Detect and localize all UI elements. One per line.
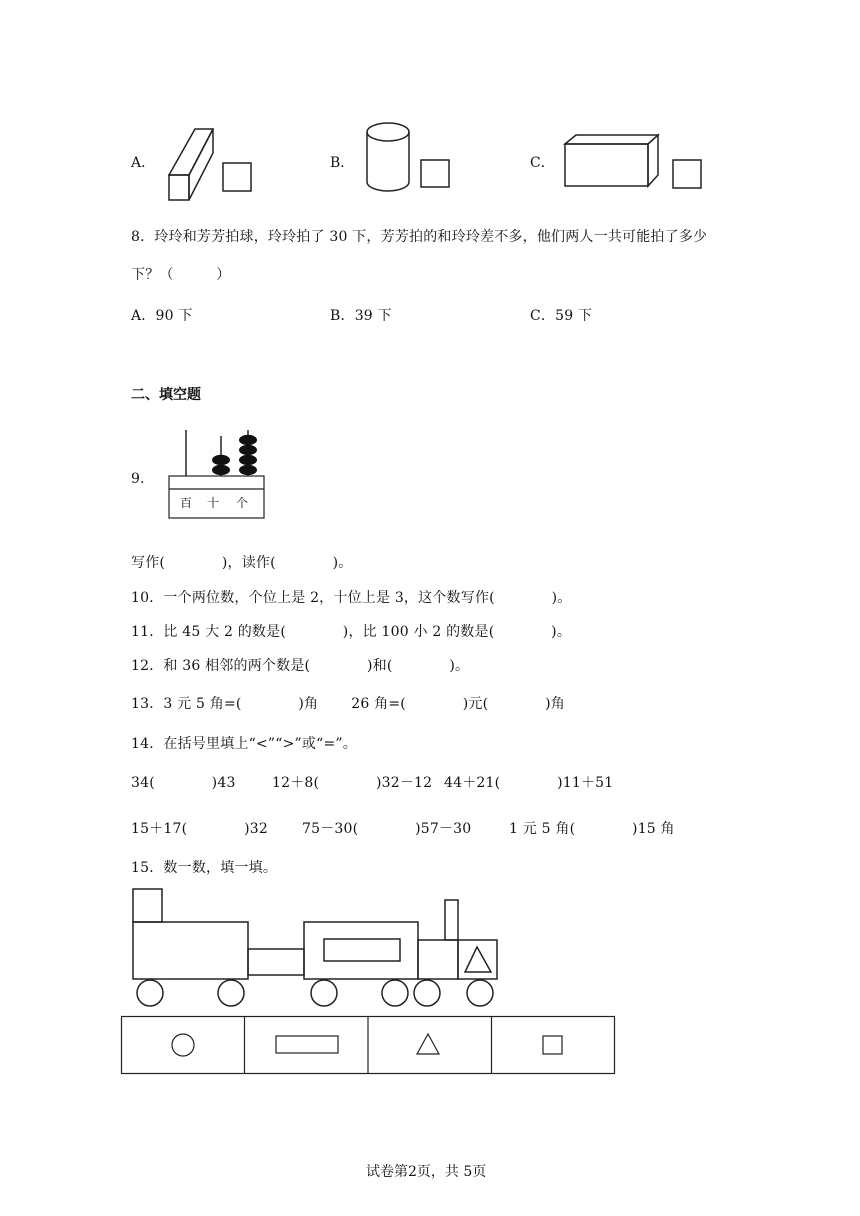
q14-item-3: 44＋21( )11＋51	[444, 775, 614, 791]
q8-option-c: C．59 下	[530, 308, 593, 324]
q14-item-4: 15＋17( )32	[131, 821, 268, 837]
ones-bead	[239, 455, 257, 465]
q10-question: 10．一个两位数，个位上是 2，十位上是 3，这个数写作( )。	[131, 590, 572, 606]
q13-question: 13．3 元 5 角=( )角 26 角=( )元( )角	[131, 696, 565, 712]
section-title: 二、填空题	[131, 387, 201, 403]
abacus-label-ones: 个	[236, 496, 249, 510]
triangle-icon	[417, 1034, 439, 1054]
q12-question: 12．和 36 相邻的两个数是( )和( )。	[131, 658, 470, 674]
q9-number: 9．	[131, 471, 155, 487]
q8-option-b: B．39 下	[330, 308, 392, 324]
shape-count-table	[121, 1016, 616, 1076]
q14-item-2: 12＋8( )32－12	[272, 775, 433, 791]
circle-icon	[172, 1034, 194, 1056]
ones-bead	[239, 435, 257, 445]
q8-option-a: A．90 下	[131, 308, 193, 324]
q15-question: 15．数一数，填一填。	[131, 860, 278, 876]
q8-question-line2: 下？（ ）	[131, 267, 231, 283]
ones-bead	[239, 465, 257, 475]
q14-item-6: 1 元 5 角( )15 角	[509, 821, 675, 837]
q11-question: 11．比 45 大 2 的数是( )，比 100 小 2 的数是( )。	[131, 624, 572, 640]
train-figure	[120, 885, 520, 1010]
q9-answer-line: 写作( )，读作( )。	[131, 555, 353, 571]
q7-option-c-label: C．	[530, 155, 555, 171]
q7-option-a-label: A．	[131, 155, 156, 171]
q8-question-line1: 8．玲玲和芳芳拍球，玲玲拍了 30 下，芳芳拍的和玲玲差不多，他们两人一共可能拍了多少	[131, 229, 708, 245]
q14-question: 14．在括号里填上“<”“>”或“=”。	[131, 736, 357, 752]
q14-item-5: 75－30( )57－30	[302, 821, 472, 837]
q7-option-b-figure	[362, 120, 462, 195]
tens-bead	[212, 455, 230, 465]
abacus-label-tens: 十	[207, 496, 220, 510]
ones-bead	[239, 445, 257, 455]
abacus-label-hundreds: 百	[180, 496, 193, 510]
q7-option-a-figure	[160, 125, 260, 205]
square-icon	[543, 1036, 562, 1054]
page-footer: 试卷第2页，共 5页	[366, 1164, 487, 1180]
rectangle-icon	[276, 1036, 338, 1053]
tens-bead	[212, 465, 230, 475]
q7-option-b-label: B．	[330, 155, 355, 171]
q14-item-1: 34( )43	[131, 775, 236, 791]
q7-option-c-figure	[562, 130, 712, 195]
